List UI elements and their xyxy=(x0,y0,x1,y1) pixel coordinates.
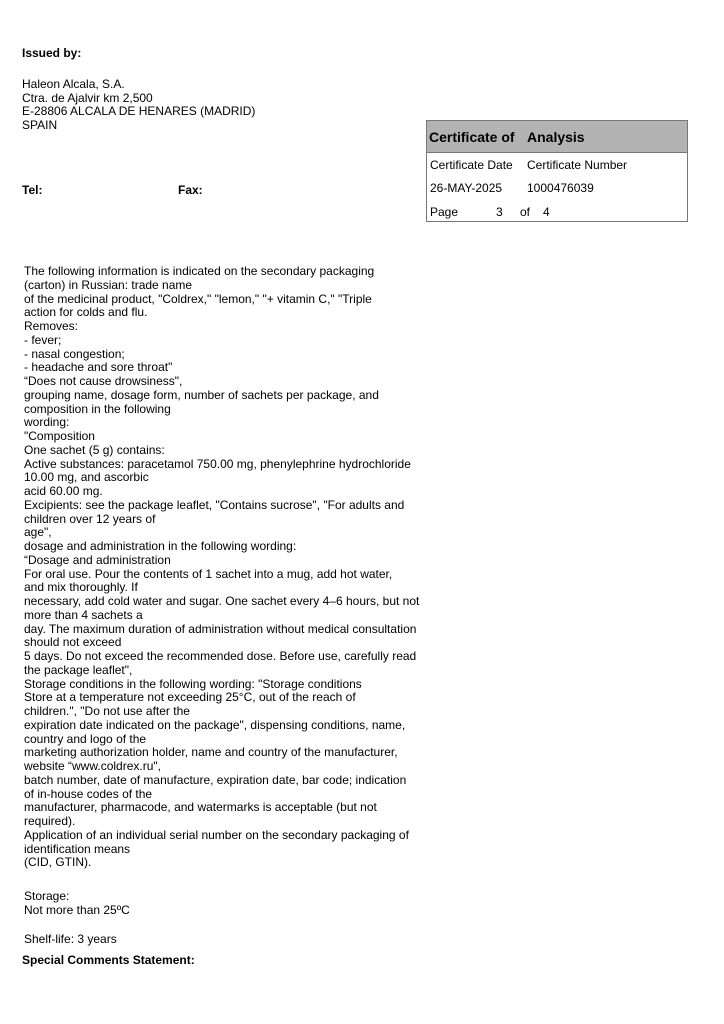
body-line: One sachet (5 g) contains: xyxy=(24,442,165,457)
body-line: (carton) in Russian: trade name xyxy=(24,277,193,292)
address-line: E-28806 ALCALA DE HENARES (MADRID) xyxy=(22,104,256,119)
body-line: Store at a temperature not exceeding 25°C, out of the reach of xyxy=(24,690,356,705)
certificate-number: 1000476039 xyxy=(527,181,594,195)
certificate-date-label: Certificate Date xyxy=(430,158,513,172)
address-line: SPAIN xyxy=(22,118,58,133)
page-of: of xyxy=(520,205,531,219)
page-current: 3 xyxy=(496,205,503,219)
certificate-title xyxy=(427,121,687,153)
certificate-number-label: Certificate Number xyxy=(527,158,628,172)
storage-section xyxy=(24,889,130,917)
body-line: dosage and administration in the following wording: xyxy=(24,539,297,553)
certificate-date: 26-MAY-2025 xyxy=(430,181,503,195)
shelf-life: Shelf-life: 3 years xyxy=(24,932,117,946)
body-line: of in-house codes of the xyxy=(24,786,153,801)
body-line: age", xyxy=(24,525,52,540)
body-line: wording: xyxy=(24,415,70,430)
packaging-information-text xyxy=(24,265,434,870)
body-line: manufacturer, pharmacode, and watermarks is acceptable (but not xyxy=(24,800,377,815)
body-line: expiration date indicated on the package", dispensing conditions, name, xyxy=(24,717,406,732)
body-line: and mix thoroughly. If xyxy=(24,580,138,595)
body-line: Storage conditions in the following wording: "Storage conditions xyxy=(24,676,362,691)
certificate-title-part2: Analysis xyxy=(527,129,585,145)
body-line: identification means xyxy=(24,841,131,856)
body-line: the package leaflet", xyxy=(24,662,133,677)
body-line: of the medicinal product, "Coldrex," "lemon," "+ vitamin C," "Triple xyxy=(24,291,372,306)
body-line: - nasal congestion; xyxy=(24,346,125,361)
issuer-address xyxy=(22,78,255,133)
body-line: country and logo of the xyxy=(24,731,147,746)
tel-label: Tel: xyxy=(22,183,43,197)
body-line: should not exceed xyxy=(24,635,122,650)
body-line: marketing authorization holder, name and country of the manufacturer, xyxy=(24,745,398,760)
address-line: Ctra. de Ajalvir km 2,500 xyxy=(22,90,153,105)
body-line: day. The maximum duration of administration without medical consultation xyxy=(24,621,417,636)
body-line: necessary, add cold water and sugar. One sachet every 4–6 hours, but not xyxy=(24,594,420,608)
certificate-title-part1: Certificate of xyxy=(429,129,515,145)
body-line: - fever; xyxy=(24,332,62,347)
certificate-box xyxy=(426,120,688,222)
body-line: “Does not cause drowsiness", xyxy=(24,374,183,388)
body-line: For oral use. Pour the contents of 1 sachet into a mug, add hot water, xyxy=(24,566,393,581)
body-line: 10.00 mg, and ascorbic xyxy=(24,470,149,485)
body-line: 5 days. Do not exceed the recommended dose. Before use, carefully read xyxy=(24,649,417,663)
body-line: Removes: xyxy=(24,319,79,333)
body-line: (CID, GTIN). xyxy=(24,855,92,870)
body-line: grouping name, dosage form, number of sachets per package, and xyxy=(24,387,379,402)
body-line: more than 4 sachets a xyxy=(24,607,143,622)
body-line: “Dosage and administration xyxy=(24,552,171,567)
body-line: Active substances: paracetamol 750.00 mg, phenylephrine hydrochloride xyxy=(24,456,411,471)
body-line: "Composition xyxy=(24,429,95,443)
page-label: Page xyxy=(430,205,459,219)
body-line: The following information is indicated on the secondary packaging xyxy=(24,264,375,278)
special-comments-label: Special Comments Statement: xyxy=(22,953,195,967)
storage-label: Storage: xyxy=(24,889,70,903)
body-line: required). xyxy=(24,814,76,828)
address-line: Haleon Alcala, S.A. xyxy=(22,77,125,91)
issued-by-label: Issued by: xyxy=(22,46,82,60)
body-line: Application of an individual serial number on the secondary packaging of xyxy=(24,827,409,842)
body-line: action for colds and flu. xyxy=(24,305,148,320)
fax-label: Fax: xyxy=(178,183,203,197)
body-line: batch number, date of manufacture, expiration date, bar code; indication xyxy=(24,772,407,787)
body-line: - headache and sore throat" xyxy=(24,360,173,375)
body-line: acid 60.00 mg. xyxy=(24,484,103,498)
page-total: 4 xyxy=(543,205,550,219)
body-line: children over 12 years of xyxy=(24,511,156,526)
storage-value: Not more than 25ºC xyxy=(24,903,130,917)
body-line: composition in the following xyxy=(24,401,171,416)
body-line: Excipients: see the package leaflet, "Contains sucrose", "For adults and xyxy=(24,497,405,512)
body-line: website “www.coldrex.ru", xyxy=(24,759,161,773)
body-line: children.", "Do not use after the xyxy=(24,704,190,718)
